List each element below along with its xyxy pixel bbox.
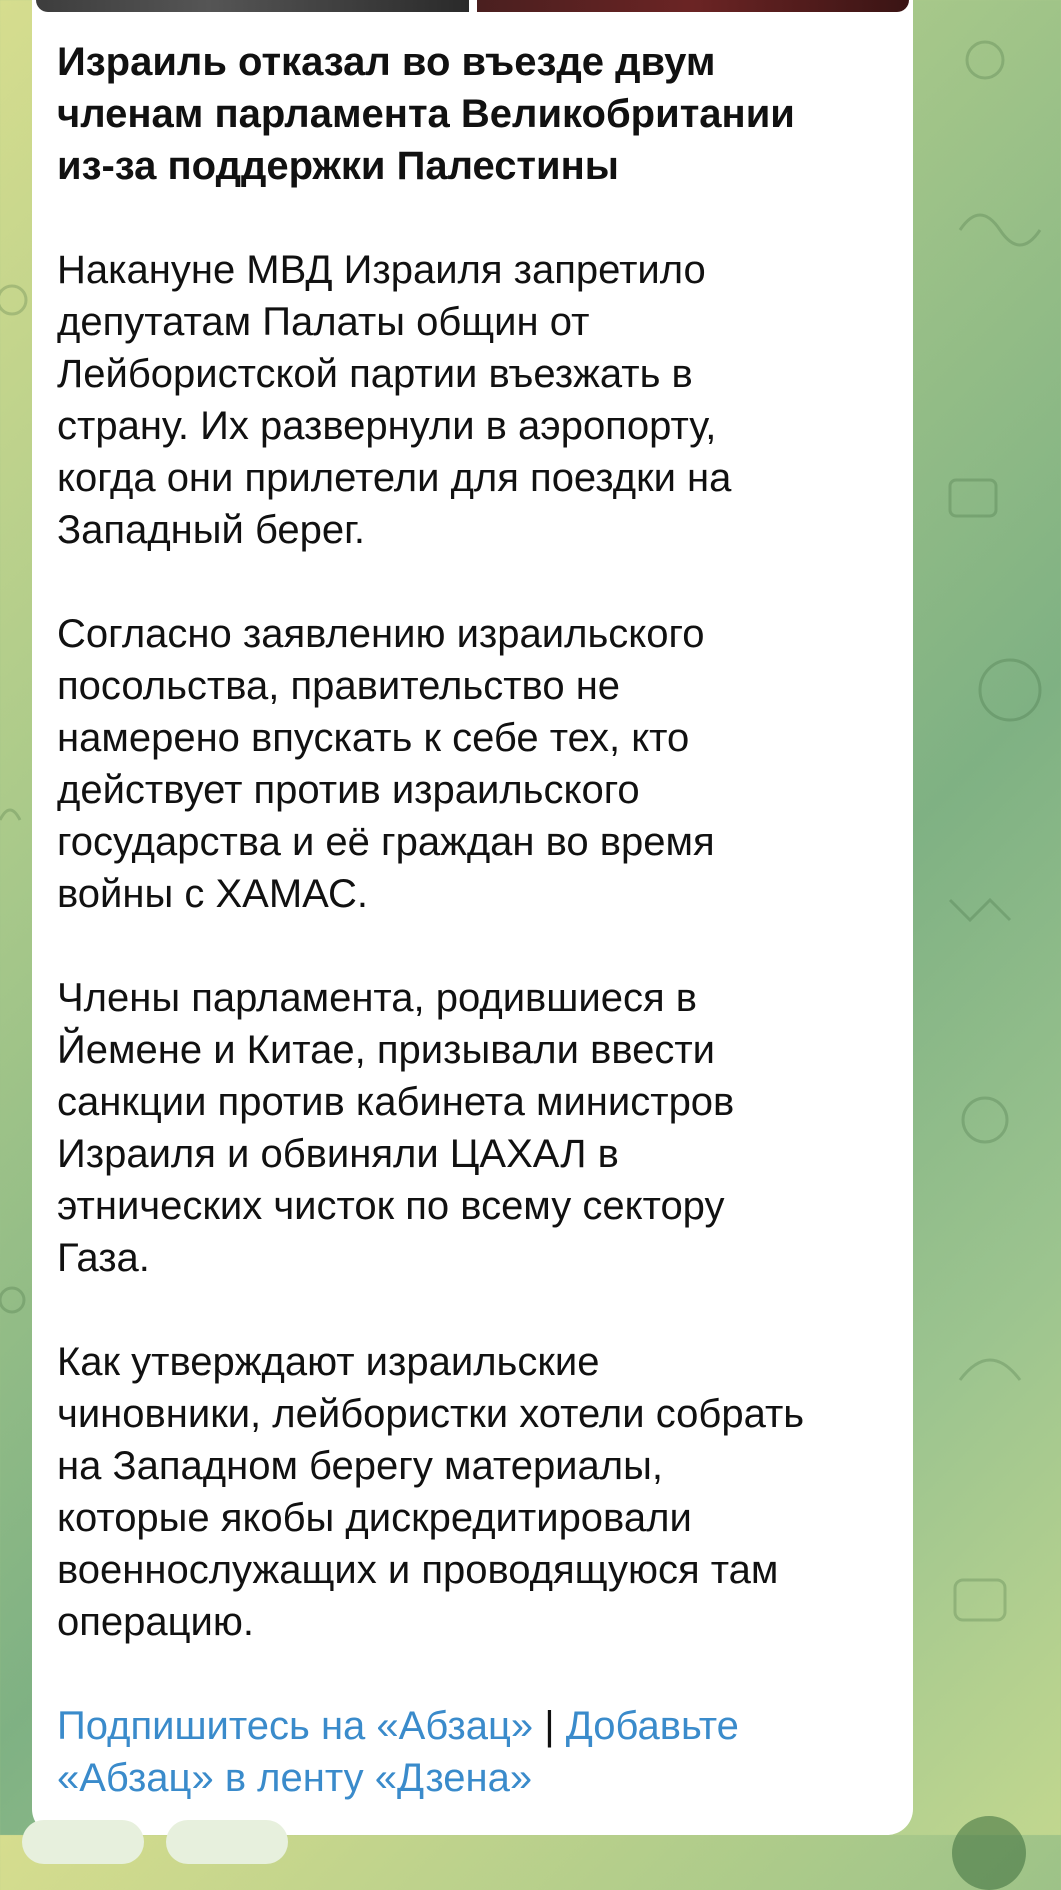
message-bubble [32,0,913,1835]
title-line: из-за поддержки Палестины [57,144,619,188]
text-line: санкции против кабинета министров [57,1080,735,1124]
post-paragraph [57,244,907,556]
text-line: Газа. [57,1236,150,1280]
post-paragraph [57,972,907,1284]
text-line: Как утверждают израильские [57,1340,600,1384]
reactions-bar [22,1820,288,1864]
link-separator: | [533,1704,566,1748]
photo-thumbnail[interactable] [477,0,910,12]
text-line: Израиля и обвиняли ЦАХАЛ в [57,1132,619,1176]
text-line: Лейбористской партии въезжать в [57,352,693,396]
add-to-dzen-link[interactable]: Добавьте [565,1704,739,1748]
text-line: депутатам Палаты общин от [57,300,590,344]
text-line: Накануне МВД Израиля запретило [57,248,706,292]
post-title [57,36,907,192]
text-line: операцию. [57,1600,255,1644]
share-button[interactable] [952,1816,1026,1890]
post-paragraph [57,1336,907,1648]
reaction-chip[interactable] [166,1820,288,1864]
photo-thumbnail[interactable] [36,0,469,12]
text-line: страну. Их развернули в аэропорту, [57,404,717,448]
text-line: действует против израильского [57,768,640,812]
text-line: Йемене и Китае, призывали ввести [57,1028,716,1072]
text-line: на Западном берегу материалы, [57,1444,663,1488]
text-line: которые якобы дискредитировали [57,1496,692,1540]
text-line: посольства, правительство не [57,664,621,708]
title-line: членам парламента Великобритании [57,92,795,136]
subscribe-link[interactable]: Подпишитесь на «Абзац» [57,1704,534,1748]
text-line: чиновники, лейбористки хотели собрать [57,1392,805,1436]
text-line: Согласно заявлению израильского [57,612,705,656]
text-line: военнослужащих и проводящуюся там [57,1548,779,1592]
add-to-dzen-link[interactable]: «Абзац» в ленту «Дзена» [57,1756,533,1800]
text-line: Члены парламента, родившиеся в [57,976,697,1020]
post-text [57,36,907,1804]
text-line: этнических чисток по всему сектору [57,1184,725,1228]
post-footer [57,1700,907,1804]
photo-album[interactable] [36,0,909,12]
text-line: когда они прилетели для поездки на [57,456,732,500]
title-line: Израиль отказал во въезде двум [57,40,716,84]
text-line: намерено впускать к себе тех, кто [57,716,690,760]
reaction-chip[interactable] [22,1820,144,1864]
post-paragraph [57,608,907,920]
text-line: Западный берег. [57,508,365,552]
text-line: государства и её граждан во время [57,820,715,864]
text-line: войны с ХАМАС. [57,872,368,916]
